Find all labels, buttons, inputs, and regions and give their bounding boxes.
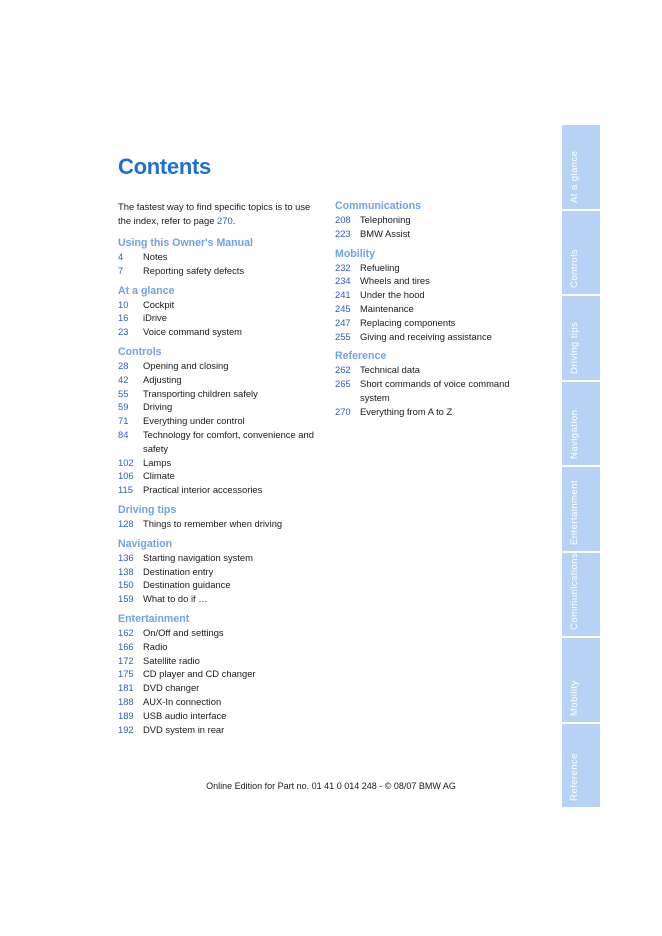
footer xyxy=(0,781,662,791)
toc-section xyxy=(118,503,318,531)
entry-title: Cockpit xyxy=(143,298,175,310)
toc-section xyxy=(118,537,318,606)
entry-page-number[interactable]: 7 xyxy=(118,264,124,276)
entry-title: Transporting children safely xyxy=(143,387,258,399)
entry-title: Maintenance xyxy=(360,302,414,314)
intro-suffix: . xyxy=(232,214,236,226)
toc-entry[interactable] xyxy=(118,517,318,531)
entry-title: Lamps xyxy=(143,456,172,468)
entry-page-number[interactable]: 208 xyxy=(335,214,351,225)
entry-page-number[interactable]: 255 xyxy=(335,330,351,342)
toc-section xyxy=(335,199,535,241)
entry-page-number[interactable]: 159 xyxy=(118,593,134,605)
toc-entry[interactable] xyxy=(118,483,318,497)
entry-title: Starting navigation system xyxy=(143,551,253,563)
toc-entry[interactable] xyxy=(335,274,535,288)
toc-entry[interactable] xyxy=(335,288,535,302)
entry-page-number[interactable]: 247 xyxy=(335,316,351,328)
toc-entry[interactable] xyxy=(118,695,318,709)
toc-entry[interactable] xyxy=(118,592,318,606)
chapter-tab-label: Driving tips xyxy=(569,321,580,374)
entry-title: Adjusting xyxy=(143,373,182,385)
chapter-tab-label: Controls xyxy=(569,249,580,288)
chapter-tab[interactable] xyxy=(562,724,600,808)
entry-title: DVD changer xyxy=(143,682,200,694)
entry-title: Wheels and tires xyxy=(360,275,430,287)
chapter-tab[interactable] xyxy=(562,125,600,209)
toc-entry[interactable] xyxy=(118,626,318,640)
entry-title: Replacing components xyxy=(360,316,456,328)
toc-entry[interactable] xyxy=(118,400,318,414)
section-title[interactable]: Communications xyxy=(335,200,421,212)
entry-title: Climate xyxy=(143,470,175,482)
chapter-tab-label: At a glance xyxy=(569,150,580,203)
entry-title: Things to remember when driving xyxy=(143,517,283,529)
entry-title: Destination guidance xyxy=(143,579,231,591)
chapter-tabs xyxy=(562,125,600,809)
toc-entry[interactable] xyxy=(335,405,535,419)
toc-entry[interactable] xyxy=(118,565,318,579)
toc-entry[interactable] xyxy=(118,654,318,668)
toc-entry[interactable] xyxy=(118,723,318,737)
section-title[interactable]: Reference xyxy=(335,350,387,363)
entry-title: AUX-In connection xyxy=(143,695,222,707)
entry-page-number[interactable]: 192 xyxy=(118,723,134,735)
entry-title: Notes xyxy=(143,251,168,262)
entry-page-number[interactable]: 59 xyxy=(118,401,129,413)
entry-page-number[interactable]: 232 xyxy=(335,261,351,273)
toc-entry[interactable] xyxy=(335,330,535,344)
toc-section xyxy=(118,284,318,339)
section-title[interactable]: Navigation xyxy=(118,537,173,550)
intro-paragraph xyxy=(118,200,324,227)
toc-entry[interactable] xyxy=(118,250,318,264)
entry-title: Destination entry xyxy=(143,565,214,577)
entry-page-number[interactable]: 245 xyxy=(335,302,351,314)
toc-entry[interactable] xyxy=(335,227,535,241)
chapter-tab[interactable] xyxy=(562,638,600,722)
toc-entry[interactable] xyxy=(118,681,318,695)
section-title[interactable]: Using this Owner's Manual xyxy=(118,237,253,249)
entry-page-number[interactable]: 175 xyxy=(118,668,134,680)
section-title[interactable]: Controls xyxy=(118,345,162,358)
toc-entry[interactable] xyxy=(335,302,535,316)
entry-page-number[interactable]: 181 xyxy=(118,682,134,694)
entry-page-number[interactable]: 71 xyxy=(118,415,129,427)
entry-page-number[interactable]: 223 xyxy=(335,227,351,239)
entry-title: Practical interior accessories xyxy=(143,484,263,496)
entry-title: What to do if … xyxy=(143,593,208,605)
toc-section xyxy=(335,349,535,418)
entry-title: Technical data xyxy=(360,364,420,376)
toc-entry[interactable] xyxy=(335,377,535,405)
chapter-tab-label: Entertainment xyxy=(569,479,580,545)
entry-page-number[interactable]: 10 xyxy=(118,298,129,310)
toc-entry[interactable] xyxy=(118,298,318,312)
chapter-tab-label: Communications xyxy=(569,552,580,630)
toc-entry[interactable] xyxy=(118,469,318,483)
toc-entry[interactable] xyxy=(118,578,318,592)
entry-page-number[interactable]: 42 xyxy=(118,373,129,385)
chapter-tab[interactable] xyxy=(562,467,600,551)
entry-title: USB audio interface xyxy=(143,709,227,721)
chapter-tab[interactable] xyxy=(562,211,600,295)
entry-title: Short commands of voice command system xyxy=(360,378,510,403)
entry-page-number[interactable]: 166 xyxy=(118,640,134,652)
entry-page-number[interactable]: 241 xyxy=(335,289,351,301)
footer-text: Online Edition for Part no. 01 41 0 014 248 - © 08/07 BMW AG xyxy=(206,781,456,791)
toc-entry[interactable] xyxy=(118,456,318,470)
entry-title: Driving xyxy=(143,401,173,413)
toc-entry[interactable] xyxy=(118,414,318,428)
toc-entry[interactable] xyxy=(335,363,535,377)
toc-entry[interactable] xyxy=(118,387,318,401)
entry-title: Technology for comfort, convenience and safety xyxy=(143,428,314,454)
entry-title: DVD system in rear xyxy=(143,723,225,735)
toc-entry[interactable] xyxy=(118,640,318,654)
toc-right-column xyxy=(335,199,535,425)
entry-title: Refueling xyxy=(360,261,400,273)
section-title[interactable]: Entertainment xyxy=(118,612,190,625)
entry-page-number[interactable]: 23 xyxy=(118,326,129,338)
toc-entry[interactable] xyxy=(118,373,318,387)
toc-section xyxy=(118,612,318,736)
entry-page-number[interactable]: 28 xyxy=(118,359,129,371)
section-title[interactable]: At a glance xyxy=(118,284,175,297)
chapter-tab[interactable] xyxy=(562,553,600,637)
entry-page-number[interactable]: 115 xyxy=(118,484,133,496)
entry-title: CD player and CD changer xyxy=(143,668,256,680)
entry-title: Opening and closing xyxy=(143,359,229,371)
chapter-tab-label: Mobility xyxy=(569,679,580,716)
chapter-tab[interactable] xyxy=(562,382,600,466)
toc-entry[interactable] xyxy=(335,316,535,330)
intro-page-link[interactable]: 270 xyxy=(217,214,233,226)
toc-entry[interactable] xyxy=(118,264,318,278)
toc-section xyxy=(335,247,535,344)
toc-entry[interactable] xyxy=(118,551,318,565)
intro-text: The fastest way to find specific topics is to use the index, refer to page xyxy=(118,201,311,226)
toc-section xyxy=(118,345,318,497)
entry-page-number[interactable]: 270 xyxy=(335,405,351,417)
section-title[interactable]: Mobility xyxy=(335,247,376,260)
chapter-tab[interactable] xyxy=(562,296,600,380)
entry-title: Satellite radio xyxy=(143,654,200,666)
entry-page-number[interactable]: 55 xyxy=(118,387,129,399)
entry-title: Radio xyxy=(143,640,168,652)
toc-entry[interactable] xyxy=(118,311,318,325)
toc-entry[interactable] xyxy=(118,359,318,373)
toc-entry[interactable] xyxy=(118,325,318,339)
page-title: Contents xyxy=(118,154,211,179)
entry-page-number[interactable]: 262 xyxy=(335,364,351,376)
entry-page-number[interactable]: 188 xyxy=(118,695,134,707)
toc-entry[interactable] xyxy=(335,213,535,227)
entry-page-number[interactable]: 4 xyxy=(118,251,124,262)
toc-entry[interactable] xyxy=(335,261,535,275)
entry-page-number[interactable]: 84 xyxy=(118,428,129,440)
toc-entry[interactable] xyxy=(118,709,318,723)
entry-title: Voice command system xyxy=(143,326,242,338)
section-title[interactable]: Driving tips xyxy=(118,503,177,516)
entry-page-number[interactable]: 106 xyxy=(118,470,134,482)
entry-page-number[interactable]: 150 xyxy=(118,579,134,591)
entry-page-number[interactable]: 136 xyxy=(118,551,134,563)
entry-page-number[interactable]: 162 xyxy=(118,626,134,638)
entry-title: On/Off and settings xyxy=(143,626,224,638)
toc-left-column xyxy=(118,236,318,742)
entry-page-number[interactable]: 128 xyxy=(118,517,134,529)
entry-title: BMW Assist xyxy=(360,227,411,239)
entry-page-number[interactable]: 265 xyxy=(335,378,351,390)
entry-title: Under the hood xyxy=(360,289,425,301)
entry-page-number[interactable]: 172 xyxy=(118,654,134,666)
entry-page-number[interactable]: 16 xyxy=(118,312,129,324)
toc-section xyxy=(118,236,318,278)
toc-entry[interactable] xyxy=(118,667,318,681)
chapter-tab-label: Reference xyxy=(569,753,580,801)
entry-title: Telephoning xyxy=(360,214,411,225)
entry-page-number[interactable]: 102 xyxy=(118,456,134,468)
entry-title: Everything under control xyxy=(143,415,245,427)
entry-title: Everything from A to Z xyxy=(360,405,453,417)
entry-page-number[interactable]: 234 xyxy=(335,275,351,287)
entry-page-number[interactable]: 189 xyxy=(118,709,134,721)
entry-title: iDrive xyxy=(143,312,167,324)
entry-page-number[interactable]: 138 xyxy=(118,565,134,577)
entry-title: Giving and receiving assistance xyxy=(360,330,492,342)
toc-entry[interactable] xyxy=(118,428,318,456)
chapter-tab-label: Navigation xyxy=(569,409,580,459)
entry-title: Reporting safety defects xyxy=(143,264,245,276)
